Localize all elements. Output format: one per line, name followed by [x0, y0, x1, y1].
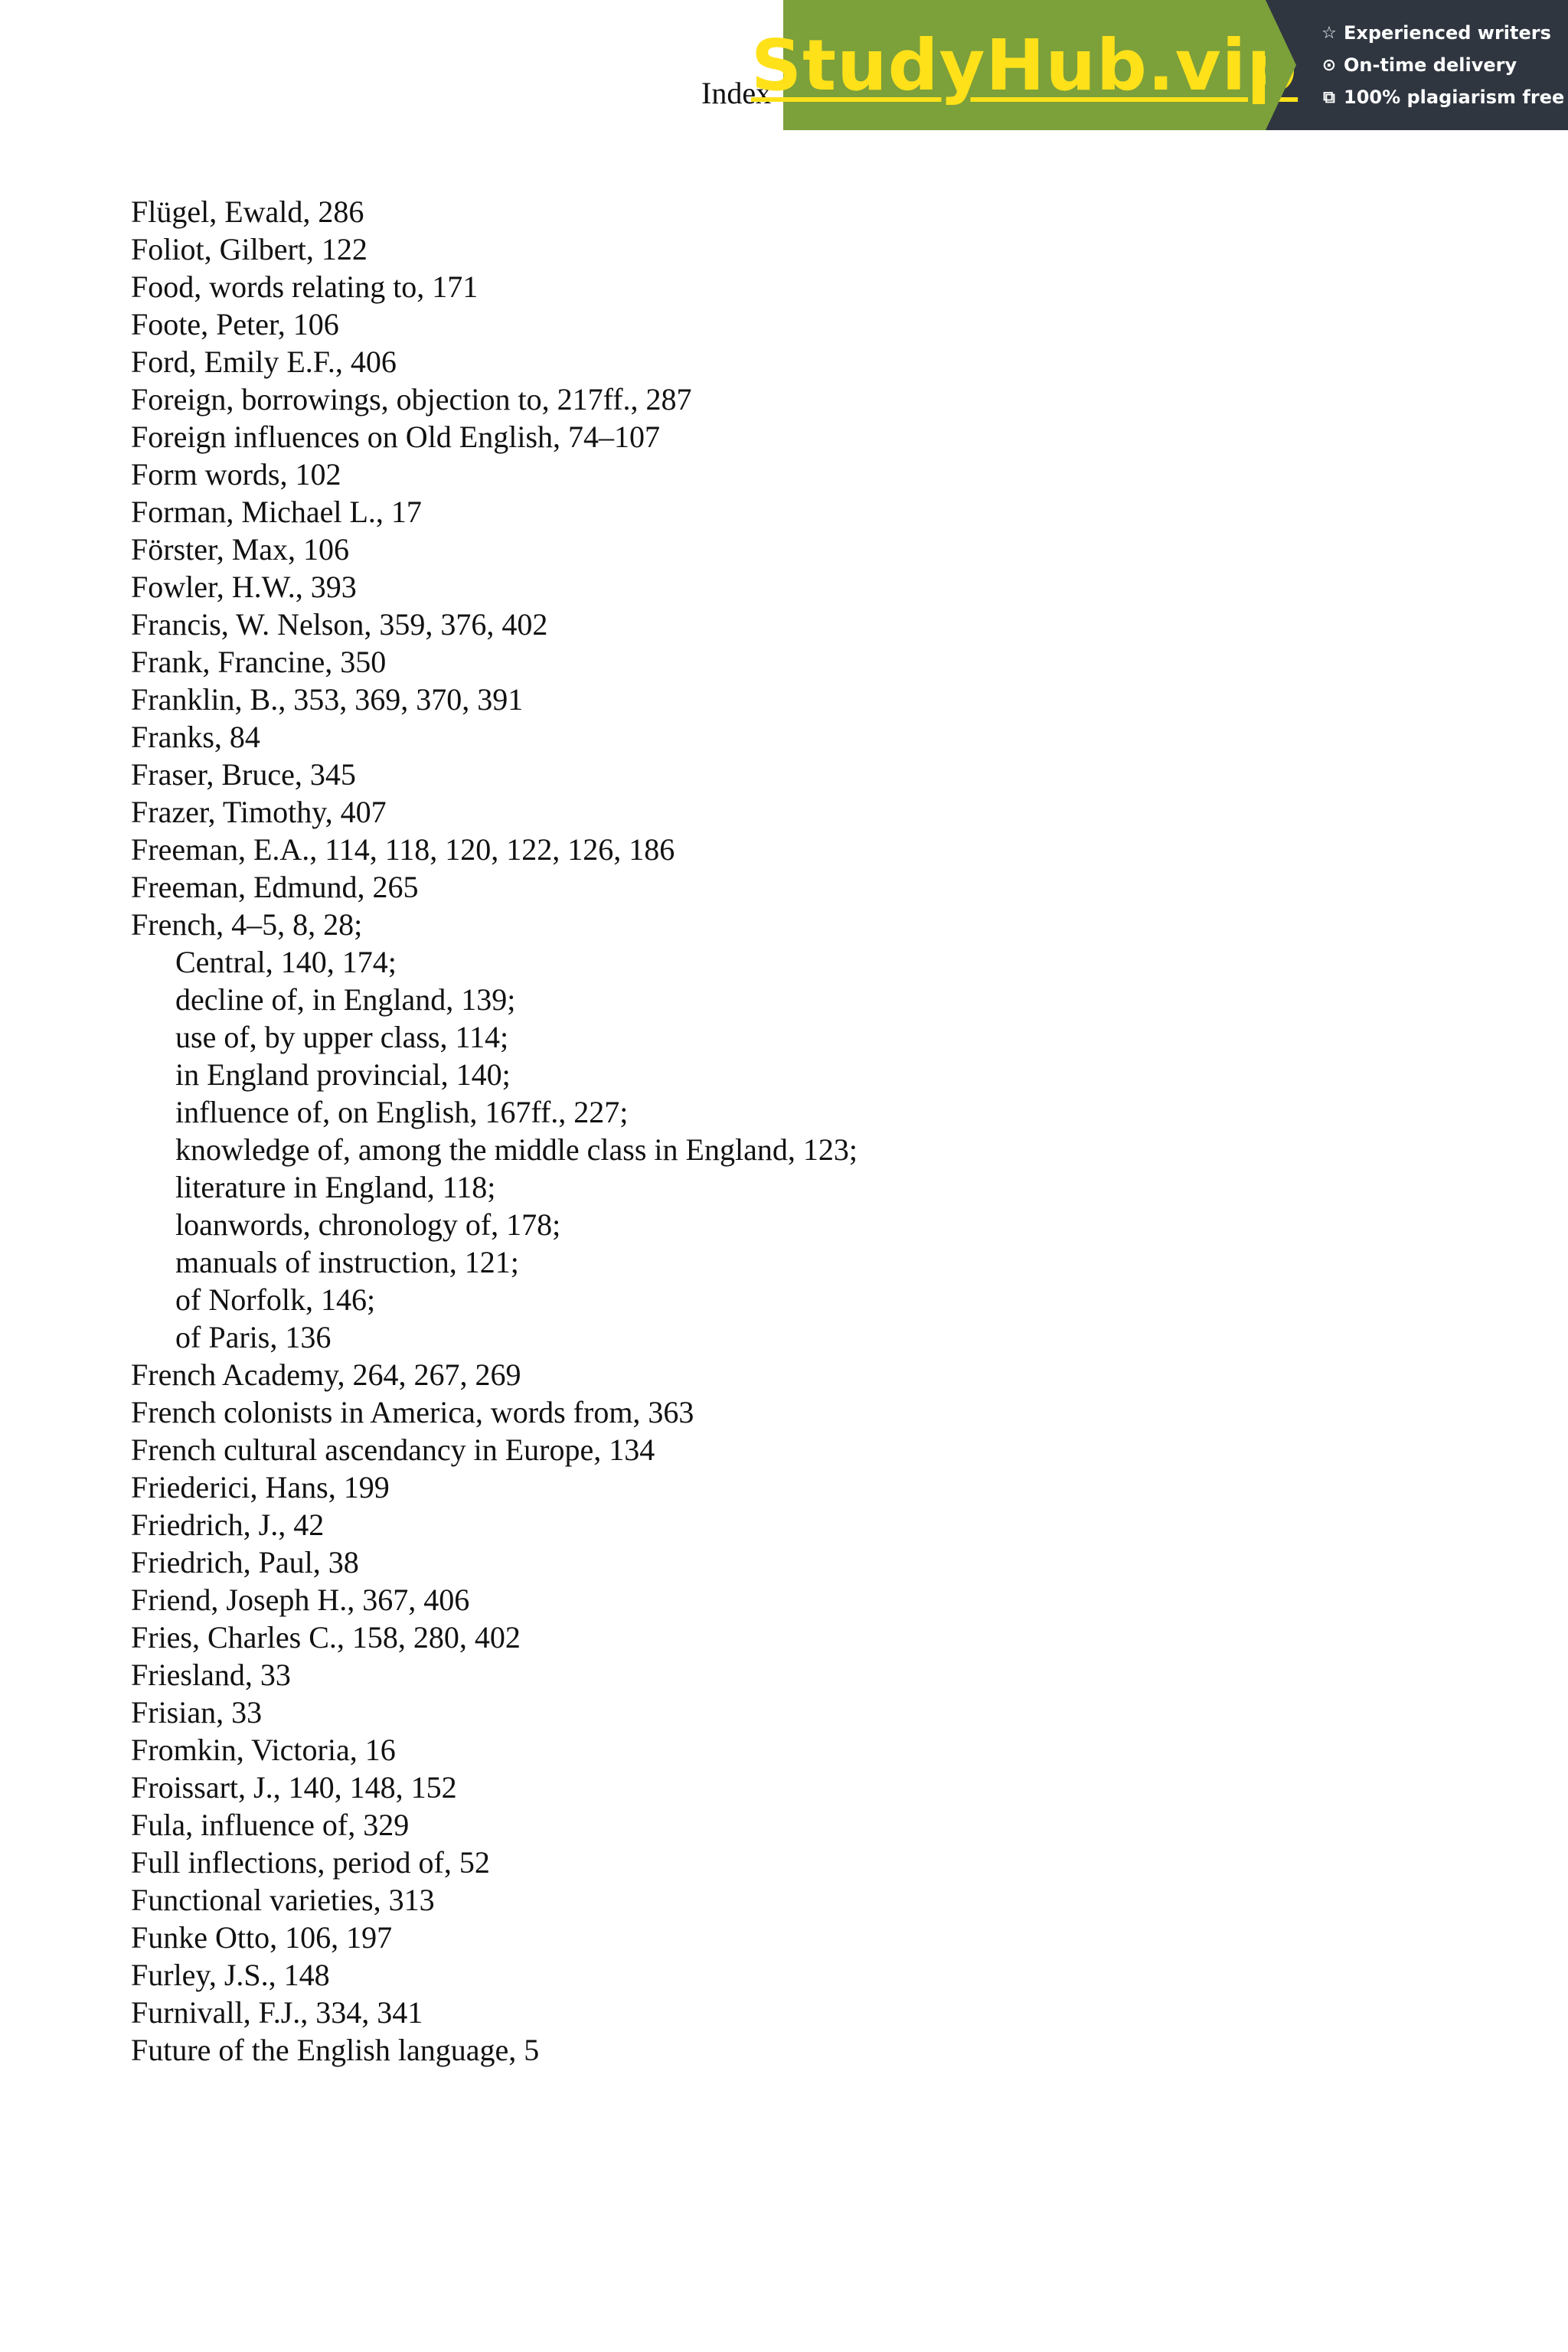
index-entry: Ford, Emily E.F., 406: [131, 345, 397, 379]
index-entry: Flügel, Ewald, 286: [131, 194, 364, 229]
index-entry: Fries, Charles C., 158, 280, 402: [131, 1620, 521, 1655]
brand-name: StudyHub.vip: [750, 24, 1298, 106]
index-entry: Freeman, Edmund, 265: [131, 870, 419, 904]
index-entry: French colonists in America, words from, 363: [131, 1395, 694, 1429]
index-entry: Foliot, Gilbert, 122: [131, 232, 368, 266]
index-entry: Furnivall, F.J., 334, 341: [131, 1995, 423, 2030]
index-entry: Freeman, E.A., 114, 118, 120, 122, 126, 186: [131, 832, 675, 867]
index-entry: Food, words relating to, 171: [131, 270, 479, 304]
index-entry: Fula, influence of, 329: [131, 1808, 410, 1842]
index-entry: Fowler, H.W., 393: [131, 570, 357, 604]
index-entry: Foreign influences on Old English, 74–107: [131, 420, 661, 454]
index-subentry: in England provincial, 140;: [175, 1057, 511, 1092]
index-entry: Foreign, borrowings, objection to, 217ff., 287: [131, 382, 692, 416]
index-entry: French, 4–5, 8, 28;: [131, 907, 363, 942]
index-entry: Frank, Francine, 350: [131, 645, 387, 679]
index-entry: Friesland, 33: [131, 1658, 291, 1692]
feature-label: On-time delivery: [1344, 54, 1517, 76]
index-entry: Forman, Michael L., 17: [131, 495, 422, 529]
index-entry: Frazer, Timothy, 407: [131, 795, 387, 829]
index-entry: Full inflections, period of, 52: [131, 1845, 490, 1880]
index-entry: Friedrich, J., 42: [131, 1508, 325, 1542]
index-subentry: literature in England, 118;: [175, 1170, 496, 1204]
index-entries: [131, 193, 858, 2069]
star-icon: ☆: [1321, 23, 1337, 43]
studyhub-logo[interactable]: [750, 0, 1298, 130]
studyhub-banner[interactable]: [750, 0, 1568, 130]
index-entry: Froissart, J., 140, 148, 152: [131, 1770, 457, 1805]
index-subentry: knowledge of, among the middle class in England, 123;: [175, 1132, 858, 1167]
index-subentry: decline of, in England, 139;: [175, 982, 516, 1017]
index-subentry: Central, 140, 174;: [175, 945, 397, 979]
index-subentry: of Paris, 136: [175, 1320, 332, 1354]
index-entry: Fraser, Bruce, 345: [131, 757, 356, 792]
index-entry: Förster, Max, 106: [131, 532, 350, 567]
index-entry: Funke Otto, 106, 197: [131, 1920, 393, 1955]
feature-on-time-delivery: [1319, 49, 1568, 81]
index-entry: Friederici, Hans, 199: [131, 1470, 390, 1504]
feature-label: Experienced writers: [1344, 22, 1551, 44]
index-entry: French Academy, 264, 267, 269: [131, 1357, 521, 1392]
index-subentry: of Norfolk, 146;: [175, 1282, 376, 1317]
index-entry: Form words, 102: [131, 457, 341, 492]
index-entry: Friend, Joseph H., 367, 406: [131, 1583, 470, 1617]
feature-experienced-writers: [1319, 17, 1568, 49]
index-subentry: manuals of instruction, 121;: [175, 1245, 519, 1279]
index-entry: Future of the English language, 5: [131, 2033, 540, 2067]
index-entry: Functional varieties, 313: [131, 1883, 435, 1917]
index-entry: French cultural ascendancy in Europe, 134: [131, 1432, 655, 1467]
banner-features: [1266, 0, 1568, 130]
index-entry: Franks, 84: [131, 720, 260, 754]
index-entry: Franklin, B., 353, 369, 370, 391: [131, 682, 524, 717]
index-entry: Francis, W. Nelson, 359, 376, 402: [131, 607, 548, 642]
index-subentry: loanwords, chronology of, 178;: [175, 1207, 561, 1242]
index-subentry: influence of, on English, 167ff., 227;: [175, 1095, 629, 1129]
copy-icon: ⧉: [1323, 87, 1335, 107]
feature-plagiarism-free: [1319, 81, 1568, 113]
page-header-title: Index: [701, 76, 772, 110]
index-entry: Furley, J.S., 148: [131, 1958, 330, 1992]
index-entry: Foote, Peter, 106: [131, 307, 339, 341]
feature-label: 100% plagiarism free: [1344, 87, 1565, 108]
clock-icon: ⊙: [1321, 55, 1337, 75]
index-subentry: use of, by upper class, 114;: [175, 1020, 509, 1054]
index-entry: Fromkin, Victoria, 16: [131, 1733, 396, 1767]
index-entry: Frisian, 33: [131, 1695, 263, 1730]
index-entry: Friedrich, Paul, 38: [131, 1545, 359, 1579]
